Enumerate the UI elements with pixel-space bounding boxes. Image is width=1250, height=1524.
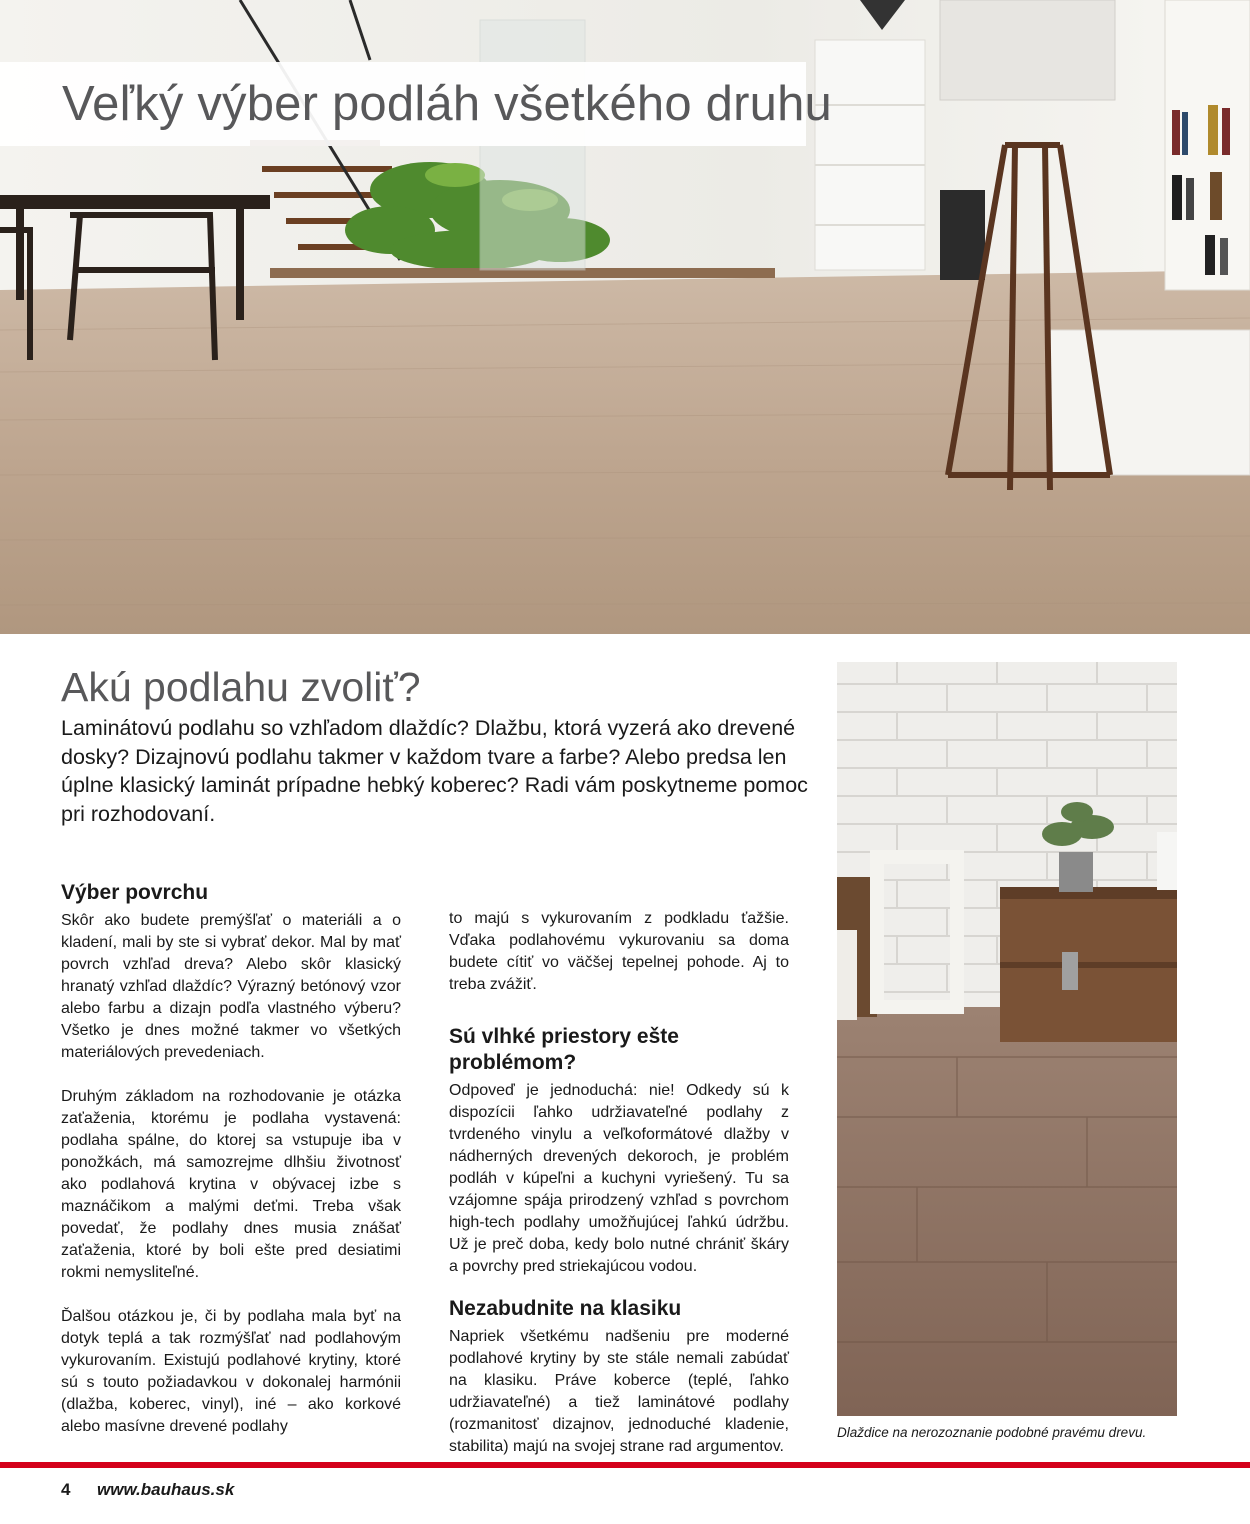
- main-heading: Akú podlahu zvoliť?: [61, 664, 421, 710]
- heading-vlhke-priestory: Sú vlhké priestory ešte problémom?: [449, 1025, 679, 1074]
- footer-url-link[interactable]: www.bauhaus.sk: [97, 1480, 235, 1499]
- heading-nezabudnite-na-klasiku: Nezabudnite na klasiku: [449, 1297, 682, 1320]
- page-number: 4: [61, 1480, 71, 1499]
- side-photo: [837, 662, 1177, 1416]
- column-middle: [449, 908, 789, 1458]
- paragraph-left-2: Druhým základom na rozhodovanie je otázka zaťaženia, ktorému je podlaha vystavená: podlaha spálne, do ktorej sa vstupuje iba v ponožkách, má samozrejme dlhšiu životnosť ako podlahová krytina v obývacej izbe s maznáčikom a malými deťmi. Treba však povedať, že podlahy dnes musia znášať zaťaženia, ktoré by boli ešte pred desiatimi rokmi nemysliteľné.: [61, 1088, 401, 1281]
- hero-title: Veľký výber podláh všetkého druhu: [62, 77, 832, 131]
- heading-vyber-povrchu: Výber povrchu: [61, 881, 209, 904]
- paragraph-mid-1: to majú s vykurovaním z podkladu ťažšie. Vďaka podlahovému vykurovaniu sa doma budete cítiť vo väčšej tepelnej pohode. Aj to treba zvážiť.: [449, 910, 789, 993]
- paragraph-mid-2: Odpoveď je jednoduchá: nie! Odkedy sú k dispozícii ľahko udržiavateľné podlahy z tvrdeného vinylu a veľkoformátové dlažby v nádherných drevených dekoroch, je problém podláh v kúpeľni a kuchyni vyriešený. Tu sa vzájomne spája prirodzený vzhľad s povrchom high-tech podlahy umožňujúcej ľahkú údržbu. Už je preč doba, kedy bolo nutné chrániť škáry a povrchy pred striekajúcou vodou.: [449, 1082, 789, 1275]
- column-left: [61, 880, 401, 1438]
- hero-photo: [0, 0, 1250, 634]
- paragraph-mid-3: Napriek všetkému nadšeniu pre moderné podlahové krytiny by ste stále nemali zabúdať na klasiku. Práve koberce (teplé, ľahko udržiavateľné) a tiež laminátové podlahy (rozmanitosť dizajnov, jednoduché kladenie, stabilita) majú na svojej strane rad argumentov.: [449, 1328, 789, 1455]
- intro-paragraph: Laminátovú podlahu so vzhľadom dlaždíc? Dlažbu, ktorá vyzerá ako drevené dosky? Dizajnovú podlahu takmer v každom tvare a farbe? Alebo predsa len úplne klasický laminát prípadne hebký koberec? Radi vám poskytneme pomoc pri rozhodovaní.: [61, 716, 808, 826]
- footer-rule: [0, 1462, 1250, 1468]
- side-photo-caption: Dlaždice na nerozoznanie podobné pravému drevu.: [837, 1425, 1147, 1440]
- paragraph-left-1: Skôr ako budete premýšľať o materiáli a o kladení, mali by ste si vybrať dekor. Mal by mať povrch vzhľad dreva? Alebo skôr klasický hranatý vzhľad dlaždíc? Výrazný betónový vzor alebo farbu a dizajn podľa vlastného výberu? Všetko je dnes možné takmer vo všetkých materiálových prevedeniach.: [61, 912, 401, 1061]
- paragraph-left-3: Ďalšou otázkou je, či by podlaha mala byť na dotyk teplá a tak rozmýšľať nad podlahovým vykurovaním. Existujú podlahové krytiny, ktoré sú s touto požiadavkou v dokonalej harmónii (dlažba, koberec, vinyl), iné – ako korkové alebo masívne drevené podlahy: [61, 1308, 401, 1435]
- side-photo-illustration: [837, 662, 1177, 1416]
